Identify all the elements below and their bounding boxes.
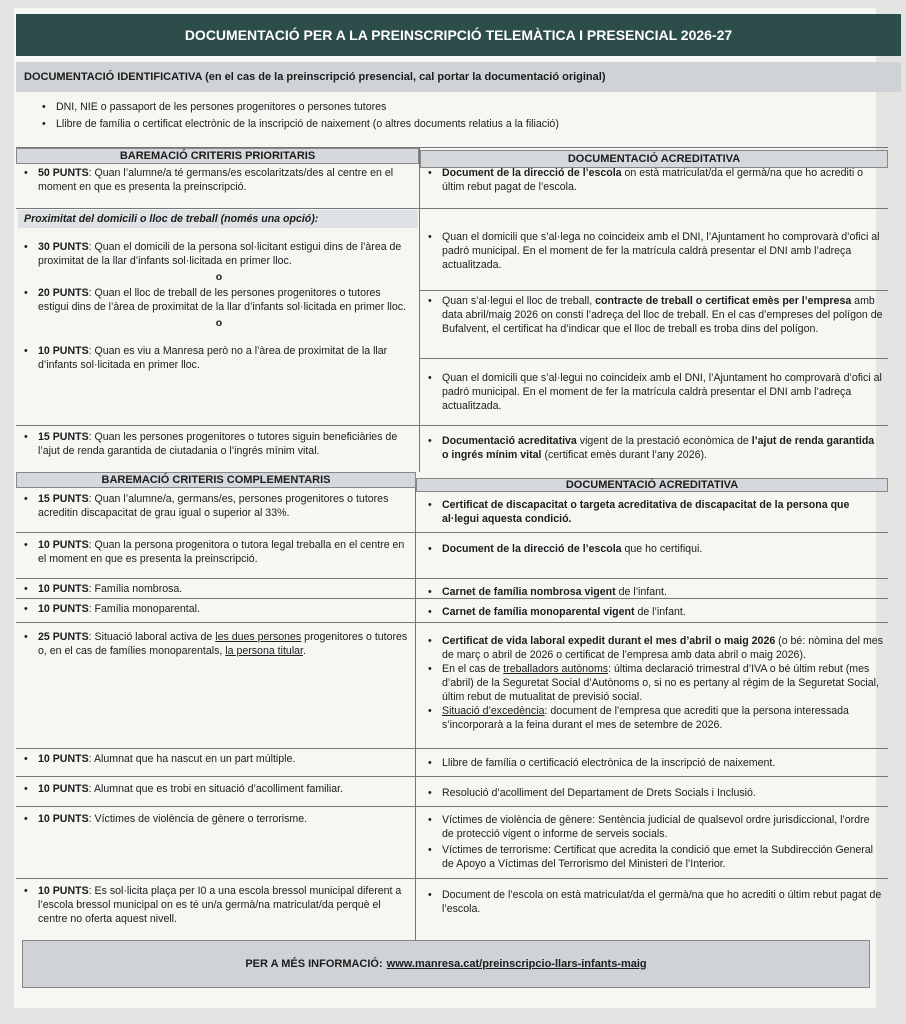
criterion-text: : Víctimes de violència de gènere o terrorisme. xyxy=(88,813,308,825)
divider xyxy=(16,748,888,749)
criterion-text: : Es sol·licita plaça per I0 a una escola bressol municipal diferent a l’escola bressol municipal on es té un/a germà/na matriculat/da perquè el centre no oferta aquest nivell. xyxy=(38,885,402,925)
footer-info xyxy=(22,940,870,988)
or-separator: o xyxy=(215,317,223,329)
comp-doc-nursery xyxy=(428,888,883,916)
id-section-heading-text: DOCUMENTACIÓ IDENTIFICATIVA (en el cas de la preinscripció presencial, cal portar la documentació original) xyxy=(24,71,606,83)
comp-row-large-family xyxy=(24,582,409,596)
list-item xyxy=(42,117,882,131)
comp-row-foster xyxy=(24,782,409,796)
points: 10 PUNTS xyxy=(38,753,89,765)
doc-bold: Certificat de vida laboral expedit durant el mes d’abril o maig 2026 xyxy=(442,635,776,647)
comp-doc-staff xyxy=(428,542,883,556)
points: 25 PUNTS xyxy=(38,631,89,643)
criterion-text: : Quan la persona progenitora o tutora legal treballa en el centre en el moment en que es presenta la preinscripció. xyxy=(38,539,405,565)
doc-bold: contracte de treball o certificat emès per l’empresa xyxy=(595,295,852,307)
comp-row-disability xyxy=(24,492,409,520)
doc-text: Víctimes de terrorisme: Certificat que acredita la condició que emet la Subdirección General de Apoyo a Víctimas del Terrorismo del Ministeri de l’Interior. xyxy=(442,844,874,870)
id-section-heading xyxy=(16,62,901,92)
priority-doc-manresa xyxy=(428,371,883,413)
comp-row-victims xyxy=(24,812,409,826)
criterion-text: . xyxy=(303,645,306,657)
divider xyxy=(16,878,888,879)
criterion-text: : Família monoparental. xyxy=(88,603,200,615)
comp-doc-disability xyxy=(428,498,883,526)
column-divider xyxy=(415,472,416,942)
doc-text: (o bé: nòmina del mes de març o abril de 2026 o certificat de l’empresa amb data abril o maig 2026). xyxy=(442,635,883,661)
doc-bold: Certificat de discapacitat o targeta acreditativa de discapacitat de la persona que al·legui aquesta condició. xyxy=(442,499,850,525)
criterion-text: : Quan l’alumne/a té germans/es escolaritzats/des al centre en el moment en que es presenta la preinscripció. xyxy=(38,167,394,193)
info-link[interactable]: www.manresa.cat/preinscripcio-llars-infants-maig xyxy=(386,958,647,970)
divider xyxy=(16,532,888,533)
doc-bold: Document de la direcció de l’escola xyxy=(442,543,622,555)
priority-row-siblings xyxy=(24,166,414,194)
points: 15 PUNTS xyxy=(38,493,89,505)
doc-text: de l’infant. xyxy=(615,586,667,598)
points: 50 PUNTS xyxy=(38,167,89,179)
divider xyxy=(16,806,888,807)
criterion-text: : Família nombrosa. xyxy=(88,583,183,595)
comp-row-staff xyxy=(24,538,409,566)
complementary-docs-header: DOCUMENTACIÓ ACREDITATIVA xyxy=(416,478,888,492)
priority-doc-siblings xyxy=(428,166,883,194)
criterion-text: : Quan el domicili de la persona sol·licitant estigui dins de l’àrea de proximitat de la llar d’infants sol·licitada en primer lloc. xyxy=(38,241,402,267)
divider xyxy=(16,622,888,623)
comp-row-single-parent xyxy=(24,602,409,616)
comp-doc-multiple-birth xyxy=(428,756,883,770)
or-separator: o xyxy=(215,271,223,283)
points: 10 PUNTS xyxy=(38,539,89,551)
doc-bold: Documentació acreditativa xyxy=(442,435,577,447)
criterion-text: : Quan el lloc de treball de les persones progenitores o tutores estigui dins de l’àrea de proximitat de la llar d’infants sol·licitada en primer lloc. xyxy=(38,287,407,313)
priority-doc-work xyxy=(428,294,883,336)
divider xyxy=(419,358,888,359)
points: 30 PUNTS xyxy=(38,241,89,253)
priority-doc-income xyxy=(428,434,883,462)
criterion-text: : Quan es viu a Manresa però no a l’àrea de proximitat de la llar d’infants sol·licitada en primer lloc. xyxy=(38,345,388,371)
criterion-text: : Situació laboral activa de xyxy=(88,631,216,643)
divider xyxy=(16,776,888,777)
doc-text: Llibre de família o certificació electrònica de la inscripció de naixement. xyxy=(442,757,776,769)
criterion-text: : Quan l’alumne/a, germans/es, persones progenitores o tutores acreditin discapacitat de grau igual o superior al 33%. xyxy=(38,493,389,519)
column-divider xyxy=(419,147,420,472)
doc-text: que ho certifiqui. xyxy=(621,543,703,555)
doc-text: amb data abril/maig 2026 on consti l’adreça del lloc de treball. En el cas d’empreses del polígon de Bufalvent, el certificat ha d’indicar que el lloc de treball es troba dins del polígon. xyxy=(442,295,883,335)
comp-doc-employment xyxy=(428,634,883,732)
doc-text: on està matriculat/da el germà/na que ho acrediti o últim rebut pagat de l’escola. xyxy=(442,167,864,193)
divider xyxy=(419,290,888,291)
priority-doc-home xyxy=(428,230,883,272)
doc-text: : última declaració trimestral d’IVA o bé últim rebut (mes d’abril) de la Seguretat Social d’Autònoms o, si no es pertany al règim de la Seguretat Social, últim rebut de mutualitat de previsió social. xyxy=(442,663,879,703)
proximity-heading xyxy=(18,210,418,228)
doc-bold: l’ajut de renda garantida o ingrés mínim vital xyxy=(442,435,875,461)
list-item-text: Llibre de família o certificat electrònic de la inscripció de naixement (o altres documents relatius a la filiació) xyxy=(56,118,559,130)
comp-doc-foster xyxy=(428,786,883,800)
points: 10 PUNTS xyxy=(38,783,89,795)
doc-bold: Document de la direcció de l’escola xyxy=(442,167,622,179)
points: 20 PUNTS xyxy=(38,287,89,299)
comp-doc-victims xyxy=(428,813,883,871)
doc-text: Quan s’al·legui el lloc de treball, xyxy=(442,295,596,307)
proximity-heading-text: Proximitat del domicili o lloc de treball (només una opció): xyxy=(24,213,319,225)
criterion-text: : Alumnat que es trobi en situació d’acolliment familiar. xyxy=(88,783,344,795)
divider xyxy=(16,578,888,579)
doc-bold: Carnet de família monoparental vigent xyxy=(442,606,635,618)
criterion-text: : Alumnat que ha nascut en un part múltiple. xyxy=(88,753,296,765)
comp-doc-single-parent xyxy=(428,605,883,619)
page-title: DOCUMENTACIÓ PER A LA PREINSCRIPCIÓ TELEMÀTICA I PRESENCIAL 2026-27 xyxy=(16,14,901,56)
doc-text: Víctimes de violència de gènere: Sentència judicial de qualsevol ordre jurisdiccional, l’ordre de protecció vigent o informe de serveis socials. xyxy=(442,814,870,840)
doc-text: Document de l’escola on està matriculat/da el germà/na que ho acrediti o últim rebut pagat de l’escola. xyxy=(442,889,882,915)
doc-underline: Situació d’excedència xyxy=(442,705,545,717)
doc-text: (certificat emès durant l’any 2026). xyxy=(541,449,707,461)
criterion-text: progenitores o tutores o, en el cas de famílies monoparentals, xyxy=(38,631,408,657)
footer-label: PER A MÉS INFORMACIÓ: xyxy=(245,958,383,970)
doc-text: Quan el domicili que s’al·legui no coincideix amb el DNI, l’Ajuntament ho comprovarà d’ofici al padró municipal. En el moment de fer la matrícula caldrà presentar el DNI amb l’adreça actualitzada. xyxy=(442,372,882,412)
points: 10 PUNTS xyxy=(38,813,89,825)
list-item xyxy=(42,100,882,114)
criterion-underline: la persona titular xyxy=(225,645,304,657)
criterion-underline: les dues persones xyxy=(215,631,302,643)
priority-criteria-header: BAREMACIÓ CRITERIS PRIORITARIS xyxy=(16,148,419,164)
priority-row-income xyxy=(24,430,414,458)
id-section-list xyxy=(42,100,882,131)
doc-text: vigent de la prestació econòmica de xyxy=(576,435,752,447)
comp-row-multiple-birth xyxy=(24,752,409,766)
priority-row-home xyxy=(24,240,414,372)
doc-text: de l’infant. xyxy=(634,606,686,618)
criterion-text: : Quan les persones progenitores o tutores siguin beneficiàries de l’ajut de renda garantida de ciutadania o l’ingrés mínim vital. xyxy=(38,431,398,457)
divider xyxy=(16,425,888,426)
doc-text: Resolució d’acolliment del Departament de Drets Socials i Inclusió. xyxy=(442,787,756,799)
doc-text: : document de l’empresa que acrediti que la persona interessada s’incorporarà a la feina durant el mes de setembre de 2026. xyxy=(442,705,849,731)
complementary-criteria-header: BAREMACIÓ CRITERIS COMPLEMENTARIS xyxy=(16,472,416,488)
doc-text: Quan el domicili que s’al·lega no coincideix amb el DNI, l’Ajuntament ho comprovarà d’ofici al padró municipal. En el moment de fer la matrícula caldrà presentar el DNI amb l’adreça actualitzada. xyxy=(442,231,880,271)
doc-text: En el cas de xyxy=(442,663,504,675)
comp-row-nursery xyxy=(24,884,409,926)
list-item-text: DNI, NIE o passaport de les persones progenitores o persones tutores xyxy=(56,101,387,113)
points: 10 PUNTS xyxy=(38,603,89,615)
doc-underline: treballadors autònoms xyxy=(503,663,609,675)
doc-bold: Carnet de família nombrosa vigent xyxy=(442,586,616,598)
points: 10 PUNTS xyxy=(38,885,89,897)
divider xyxy=(16,208,888,209)
comp-doc-large-family xyxy=(428,585,883,599)
comp-row-employment xyxy=(24,630,409,658)
points: 15 PUNTS xyxy=(38,431,89,443)
priority-docs-header: DOCUMENTACIÓ ACREDITATIVA xyxy=(420,150,888,168)
points: 10 PUNTS xyxy=(38,345,89,357)
points: 10 PUNTS xyxy=(38,583,89,595)
